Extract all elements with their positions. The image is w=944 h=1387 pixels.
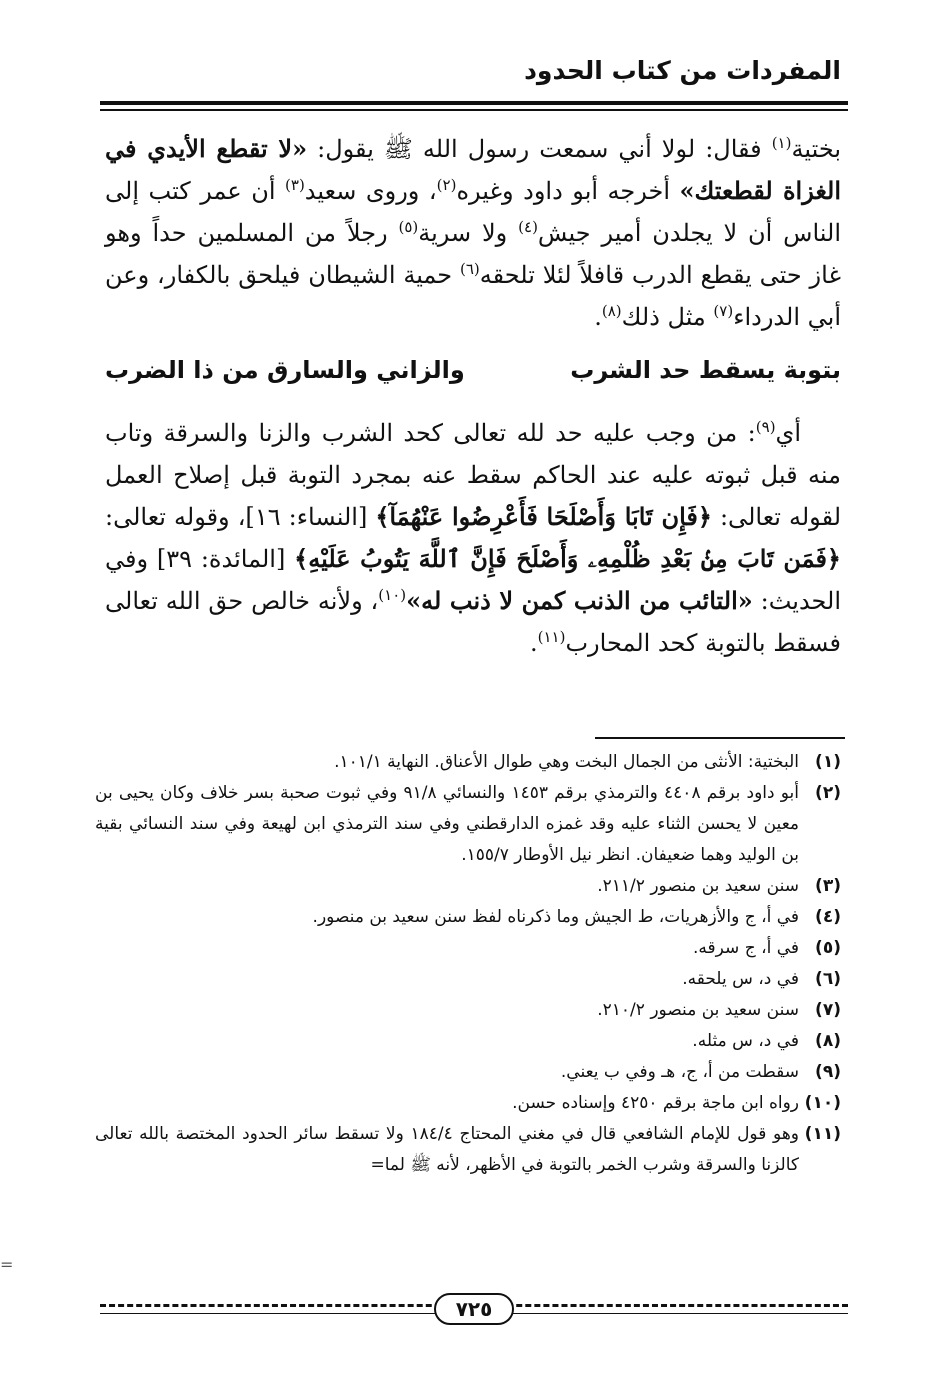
footnote — [95, 964, 841, 995]
footnote-number: (١١) — [804, 1124, 841, 1144]
footnote-text: سقطت من أ، ج، هـ وفي ب يعني. — [560, 1062, 799, 1082]
quran-verse-2: ﴿فَمَن تَابَ مِنۢ بَعْدِ ظُلْمِهِۦ وَأَصْلَحَ فَإِنَّ ٱللَّهَ يَتُوبُ عَلَيْهِ﴾ — [294, 544, 841, 573]
footnote-number: (٩) — [815, 1062, 841, 1082]
page-number: ٧٢٥ — [434, 1293, 514, 1325]
footnote — [95, 871, 841, 902]
footnote-text: رواه ابن ماجة برقم ٤٢٥٠ وإسناده حسن. — [512, 1093, 799, 1113]
text-run: : من وجب عليه حد لله تعالى كحد الشرب والزنا والسرقة وتاب منه قبل ثبوته عليه عند الحاكم سقط عنه بمجرد التوبة قبل إصلاح العمل لقوله تعالى: — [105, 419, 842, 531]
main-text — [105, 128, 841, 664]
footnote — [95, 1026, 841, 1057]
text-run: بختية — [791, 135, 841, 163]
footnote-ref-2: (٢) — [436, 176, 457, 194]
footnote — [95, 902, 841, 933]
footnote — [95, 778, 841, 871]
footnote-number: (٣) — [815, 876, 841, 896]
footnote-text: البختية: الأنثى من الجمال البخت وهي طوال الأعناق. النهاية ١٠١/١. — [334, 752, 799, 772]
text-run: أخرجه أبو داود وغيره — [456, 177, 680, 205]
footnote-number: (٢) — [815, 783, 841, 803]
footnote-text: أبو داود برقم ٤٤٠٨ والترمذي برقم ١٤٥٣ والنسائي ٩١/٨ وفي ثبوت صحبة بسر خلاف وكان يحيى بن معين لا يحسن الثناء عليه وقد غمزه الدارقطني وفي سند الترمذي ابن لهيعة وفي سند النسائي بقية بن الوليد وهما ضعيفان. انظر نيل الأوطار ١٥٥/٧. — [95, 783, 799, 865]
footnote-number: (٥) — [815, 938, 841, 958]
footnote-ref-6: (٦) — [460, 260, 480, 278]
text-run: فقال: لولا أني سمعت رسول الله ﷺ يقول: — [307, 135, 772, 163]
text-run: رجلاً من المسلمين حداً وهو غاز حتى يقطع الدرب قافلاً لئلا تلحقه — [105, 219, 841, 289]
footnote — [95, 747, 841, 778]
footnote-ref-4: (٤) — [518, 218, 538, 236]
footnote-number: (١) — [815, 752, 841, 772]
text-run: ، وروى سعيد — [304, 177, 437, 205]
hadith-quote: «لا تقطع الأيدي في الغزاة لقطعتك» — [105, 134, 842, 205]
running-title: المفردات من كتاب الحدود — [524, 56, 841, 85]
text-run: . — [594, 303, 602, 331]
footnote — [95, 1057, 841, 1088]
text-run: حمية الشيطان فيلحق بالكفار، وعن أبي الدرداء — [105, 261, 841, 331]
footnote-separator — [595, 737, 845, 739]
text-run: مثل ذلك — [621, 303, 714, 331]
footnote-number: (٧) — [815, 1000, 841, 1020]
footnote-ref-5: (٥) — [398, 218, 419, 236]
footnote-number: (٦) — [815, 969, 841, 989]
footnote-text: وهو قول للإمام الشافعي قال في مغني المحتاج ١٨٤/٤ ولا تسقط سائر الحدود المختصة بالله تعالى كالزنا والسرقة وشرب الخمر بالتوبة في الأظهر، لأنه ﷺ لما= — [95, 1124, 799, 1175]
text-run: أي — [775, 419, 801, 447]
footnote-ref-3: (٣) — [285, 176, 305, 194]
verse-hemistich-left: والزاني والسارق من ذا الضرب — [105, 356, 465, 384]
footnote-number: (٤) — [815, 907, 841, 927]
footnote-ref-10: (١٠) — [378, 586, 407, 604]
text-run: ، ولأنه خالص حق الله تعالى فسقط بالتوبة كحد المحارب — [105, 587, 841, 657]
footnote — [95, 1088, 841, 1119]
footnote-ref-9: (٩) — [755, 418, 776, 436]
footnote-ref-1: (١) — [771, 134, 792, 152]
footnote-text: في أ، ج والأزهريات، ط الجيش وما ذكرناه لفظ سنن سعيد بن منصور. — [312, 907, 799, 927]
text-run: ولا سرية — [418, 219, 519, 247]
footnote-text: في أ، ج سرقه. — [693, 938, 799, 958]
footnote-text: في د، س مثله. — [692, 1031, 799, 1051]
verse-hemistich-right: بتوبة يسقط حد الشرب — [570, 356, 841, 384]
header-rule-thick — [100, 101, 848, 105]
footnote — [95, 933, 841, 964]
footnote-ref-11: (١١) — [537, 628, 566, 646]
footnote-number: (١٠) — [804, 1093, 841, 1113]
hadith-quote: «التائب من الذنب كمن لا ذنب له» — [406, 586, 753, 615]
footnote-text: سنن سعيد بن منصور ٢١٠/٢. — [597, 1000, 799, 1020]
footnote — [95, 1119, 841, 1181]
text-run: أن عمر كتب إلى الناس أن لا يجلدن أمير جيش — [105, 177, 842, 247]
footnote-text: سنن سعيد بن منصور ٢١١/٢. — [597, 876, 799, 896]
text-run: . — [529, 629, 538, 657]
text-run: [النساء: ١٦]، وقوله تعالى: — [105, 503, 376, 531]
footnote-ref-8: (٨) — [601, 302, 622, 320]
footnotes-list — [95, 747, 841, 1181]
paragraph-1 — [105, 128, 841, 338]
footnote-ref-7: (٧) — [713, 302, 734, 320]
text-run: [المائدة: ٣٩] وفي الحديث: — [105, 545, 842, 615]
verse-heading — [105, 350, 841, 390]
quran-verse-1: ﴿فَإِن تَابَا وَأَصْلَحَا فَأَعْرِضُوا عَنْهُمَآ﴾ — [375, 502, 712, 531]
footnote — [95, 995, 841, 1026]
continuation-mark: = — [0, 1255, 14, 1274]
footnote-text: في د، س يلحقه. — [682, 969, 799, 989]
paragraph-2 — [105, 412, 841, 664]
header-rule-thin — [100, 109, 848, 111]
footnote-number: (٨) — [815, 1031, 841, 1051]
